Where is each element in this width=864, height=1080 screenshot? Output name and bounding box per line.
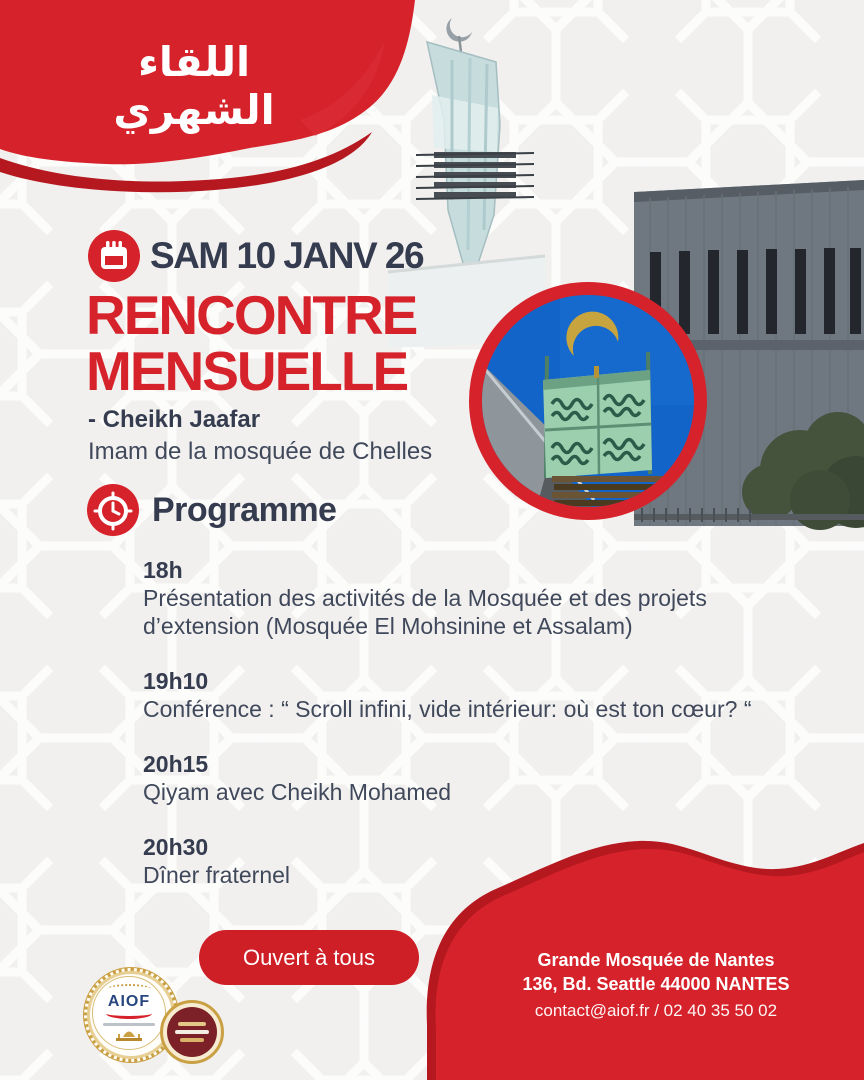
venue-name: Grande Mosquée de Nantes (537, 950, 775, 970)
schedule-time: 20h30 (143, 834, 209, 860)
partner-badge-logo (160, 1000, 224, 1064)
contact-info: contact@aiof.fr / 02 40 35 50 02 (534, 1001, 778, 1020)
footer-contact-block (468, 948, 844, 1023)
schedule-time: 19h10 (143, 668, 209, 694)
mosque-icon (114, 1028, 144, 1042)
schedule-desc: Présentation des activités de la Mosquée et des projets d’extension (Mosquée El Mohsinine et Assalam) (143, 585, 707, 639)
speaker-name: - Cheikh Jaafar (88, 406, 261, 433)
schedule-desc: Conférence : “ Scroll infini, vide intérieur: où est ton cœur? “ (143, 696, 752, 722)
speaker-role: Imam de la mosquée de Chelles (88, 438, 433, 465)
schedule-time: 18h (143, 557, 183, 583)
logo-red-swoosh (106, 1008, 152, 1019)
program-heading: Programme (152, 490, 337, 529)
venue-address: 136, Bd. Seattle 44000 NANTES (522, 974, 790, 994)
event-title-line1: RENCONTRE (86, 284, 417, 346)
schedule-item (143, 556, 793, 640)
logo-tagline (103, 1023, 155, 1026)
schedule-time: 20h15 (143, 751, 209, 777)
clock-icon (87, 484, 139, 536)
program-heading-row (87, 484, 336, 536)
schedule-desc: Qiyam avec Cheikh Mohamed (143, 779, 452, 805)
program-schedule (143, 556, 793, 916)
schedule-item (143, 833, 793, 889)
badge-core (167, 1007, 217, 1057)
open-to-all-badge: Ouvert à tous (199, 930, 419, 985)
schedule-item (143, 667, 793, 723)
ribbon-title-arabic: اللقاء الشهري (113, 38, 275, 134)
date-row (88, 230, 423, 282)
schedule-item (143, 750, 793, 806)
calendar-icon (88, 230, 140, 282)
logo-wordmark: AIOF (107, 993, 151, 1010)
event-date: SAM 10 JANV 26 (150, 235, 424, 276)
schedule-desc: Dîner fraternel (143, 862, 291, 888)
event-title-line2: MENSUELLE (86, 340, 408, 402)
